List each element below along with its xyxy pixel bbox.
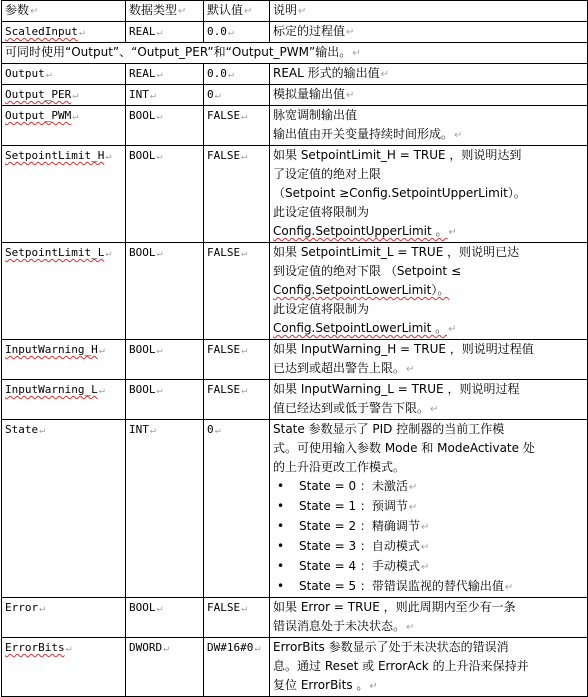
desc-line: ErrorBits 参数显示了处于未决状态的错误消 (273, 640, 509, 654)
desc-line: 如果 InputWarning_L = TRUE ，则说明过程 (273, 382, 520, 396)
desc-line: 已达到或超出警告上限。↵ (273, 361, 415, 375)
desc-cell (270, 243, 588, 340)
state-list-item: • State = 3 ：自动模式↵ (277, 539, 430, 553)
desc-line: 了设定值的绝对上限 (273, 167, 382, 181)
desc-line: 此设定值将限制为 (273, 205, 370, 219)
state-list-item: • State = 1 ：预调节↵ (277, 499, 418, 513)
desc-line: Config.SetpointUpperLimit 。↵ (273, 224, 457, 238)
default-cell: FALSE↵ (204, 340, 270, 380)
desc-line: 错误消息处于未决状态。↵ (273, 619, 415, 633)
desc-cell (270, 146, 588, 243)
type-cell: BOOL↵ (126, 380, 204, 420)
table-row-output-pwm (2, 106, 588, 146)
table-row-state (2, 420, 588, 598)
desc-cell: 标定的过程值↵ (270, 22, 588, 43)
header-type: 数据类型↵ (126, 1, 204, 22)
desc-line: Config.SetpointLowerLimit 。↵ (273, 321, 457, 335)
desc-line: 脉宽调制输出值 (273, 108, 358, 122)
desc-line: 如果 SetpointLimit_H = TRUE ，则说明达到 (273, 148, 522, 162)
type-cell: BOOL↵ (126, 598, 204, 638)
desc-line: Config.SetpointLowerLimit）。 (273, 283, 450, 297)
header-desc: 说明↵ (270, 1, 588, 22)
type-cell: REAL↵ (126, 64, 204, 85)
type-cell: INT↵ (126, 420, 204, 598)
output-parameter-table (1, 0, 588, 697)
table-row-setpointlimit-h (2, 146, 588, 243)
table-row-output-note (2, 43, 588, 64)
default-cell: 0.0↵ (204, 64, 270, 85)
desc-cell: 模拟量输出值↵ (270, 85, 588, 106)
desc-cell (270, 106, 588, 146)
param-cell: Error↵ (2, 598, 126, 638)
desc-line: 如果 Error = TRUE ，则此周期内至少有一条 (273, 600, 516, 614)
default-cell: DW#16#0↵ (204, 638, 270, 697)
desc-line: 的上升沿更改工作模式。 (273, 460, 406, 474)
default-cell: 0↵ (204, 85, 270, 106)
table-row-errorbits (2, 638, 588, 697)
type-cell: BOOL↵ (126, 106, 204, 146)
desc-line: 如果 InputWarning_H = TRUE ，则说明过程值 (273, 342, 534, 356)
desc-line: 值已经达到或低于警告下限。↵ (273, 401, 439, 415)
default-cell: 0↵ (204, 420, 270, 598)
state-list-item: • State = 2 ：精确调节↵ (277, 519, 430, 533)
desc-cell (270, 380, 588, 420)
desc-line: 到设定值的绝对下限 （Setpoint ≤ (273, 264, 461, 278)
param-cell: ErrorBits↵ (2, 638, 126, 697)
type-cell: REAL↵ (126, 22, 204, 43)
table-header-row (2, 1, 588, 22)
desc-line: State 参数显示了 PID 控制器的当前工作模 (273, 422, 505, 436)
param-cell: ScaledInput↵ (2, 22, 126, 43)
default-cell: FALSE↵ (204, 106, 270, 146)
default-cell: FALSE↵ (204, 243, 270, 340)
desc-cell (270, 420, 588, 598)
desc-cell (270, 638, 588, 697)
default-cell: FALSE↵ (204, 146, 270, 243)
table-row-error (2, 598, 588, 638)
desc-cell (270, 598, 588, 638)
type-cell: BOOL↵ (126, 340, 204, 380)
param-cell: InputWarning_H↵ (2, 340, 126, 380)
type-cell: INT↵ (126, 85, 204, 106)
table-row-output (2, 64, 588, 85)
desc-cell (270, 340, 588, 380)
desc-line: 此设定值将限制为 (273, 302, 370, 316)
header-default: 默认值↵ (204, 1, 270, 22)
param-cell: Output↵ (2, 64, 126, 85)
table-row-inputwarning-l (2, 380, 588, 420)
param-cell: SetpointLimit_H↵ (2, 146, 126, 243)
default-cell: FALSE↵ (204, 380, 270, 420)
desc-line: 式。可使用输入参数 Mode 和 ModeActivate 处 (273, 441, 535, 455)
desc-line: 输出值由开关变量持续时间形成。↵ (273, 127, 463, 141)
table-row-setpointlimit-l (2, 243, 588, 340)
desc-line: 如果 SetpointLimit_L = TRUE ，则说明已达 (273, 245, 520, 259)
header-param: 参数↵ (2, 1, 126, 22)
param-cell: InputWarning_L↵ (2, 380, 126, 420)
desc-line: 息。通过 Reset 或 ErrorAck 的上升沿来保持并 (273, 659, 529, 673)
param-cell: State↵ (2, 420, 126, 598)
param-cell: Output_PER↵ (2, 85, 126, 106)
table-row-inputwarning-h (2, 340, 588, 380)
desc-line: （Setpoint ≥Config.SetpointUpperLimit）。 (273, 186, 526, 200)
type-cell: DWORD↵ (126, 638, 204, 697)
desc-line: 复位 ErrorBits 。↵ (273, 678, 378, 692)
default-cell: FALSE↵ (204, 598, 270, 638)
param-cell: SetpointLimit_L↵ (2, 243, 126, 340)
table-row-output-per (2, 85, 588, 106)
desc-cell: REAL 形式的输出值↵ (270, 64, 588, 85)
state-list-item: • State = 0 ：未激活↵ (277, 479, 418, 493)
output-note-cell: 可同时使用“Output”、“Output_PER”和“Output_PWM”输出。↵ (2, 43, 588, 64)
table-row-scaledinput (2, 22, 588, 43)
type-cell: BOOL↵ (126, 243, 204, 340)
state-list-item: • State = 4 ：手动模式↵ (277, 559, 430, 573)
type-cell: BOOL↵ (126, 146, 204, 243)
param-cell: Output_PWM↵ (2, 106, 126, 146)
default-cell: 0.0↵ (204, 22, 270, 43)
state-list-item: • State = 5 ：带错误监视的替代输出值↵ (277, 579, 514, 593)
